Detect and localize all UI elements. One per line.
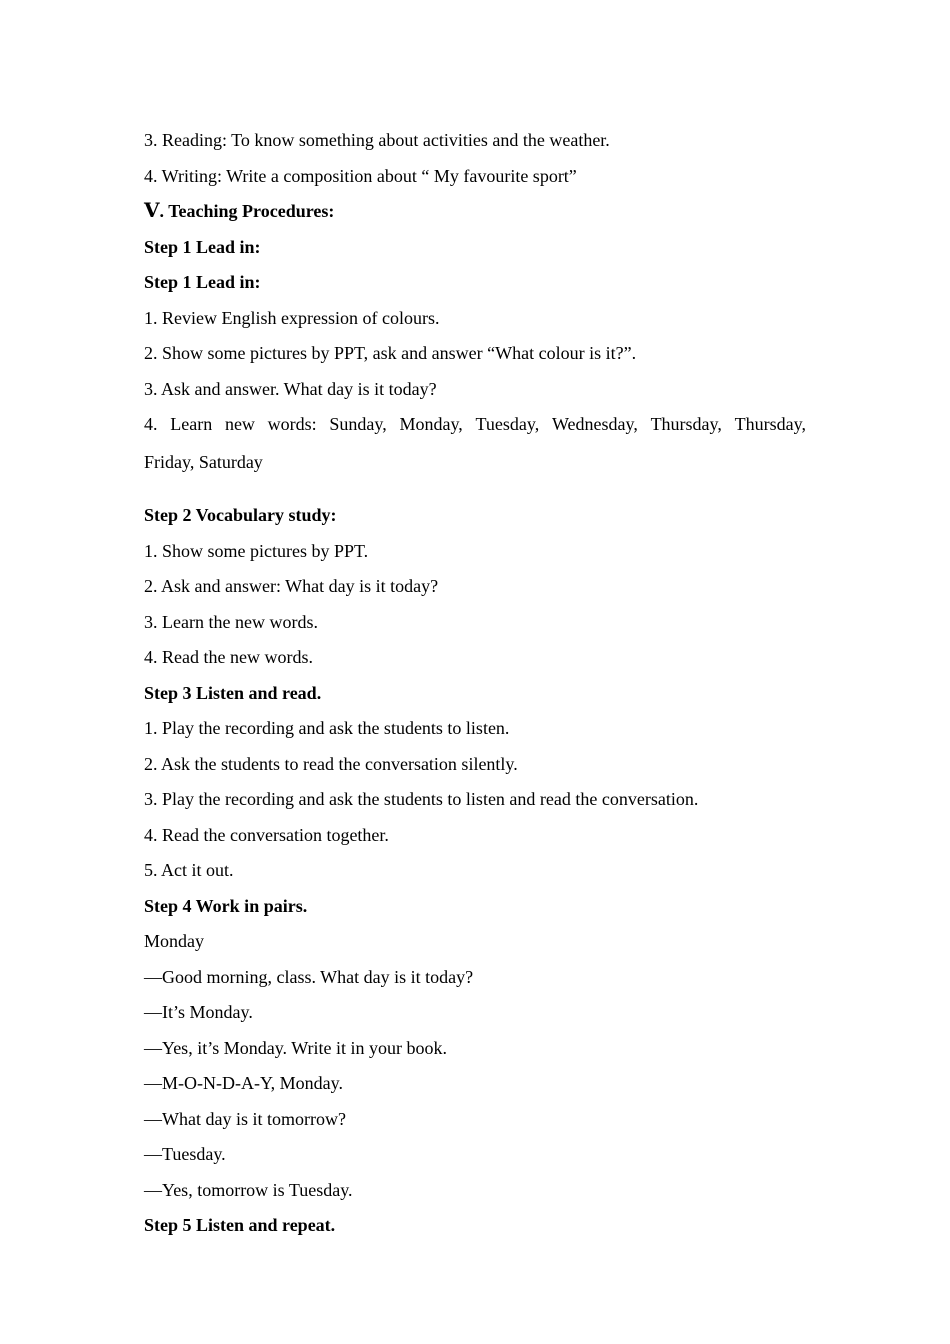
section-v-title: . Teaching Procedures:	[159, 201, 335, 221]
step2-heading: Step 2 Vocabulary study:	[144, 505, 337, 525]
step2-item-1: 1. Show some pictures by PPT.	[144, 540, 369, 561]
step3-item-1: 1. Play the recording and ask the students to listen.	[144, 718, 510, 738]
section-v-heading	[144, 194, 806, 230]
dialogue-line: —M-O-N-D-A-Y, Monday.	[144, 1073, 343, 1093]
step2-item-2: 2. Ask and answer: What day is it today?	[144, 576, 439, 596]
step3-item-5: 5. Act it out.	[144, 860, 234, 880]
dialogue-line: —Yes, tomorrow is Tuesday.	[144, 1179, 353, 1200]
word: Monday,	[399, 414, 463, 434]
writing-objective: 4. Writing: Write a composition about “ My favourite sport”	[144, 165, 577, 186]
step3-item-4: 4. Read the conversation together.	[144, 824, 389, 845]
dialogue-line: —Tuesday.	[144, 1144, 226, 1164]
word: Thursday,	[650, 414, 722, 434]
dialogue-line: —Yes, it’s Monday. Write it in your book.	[144, 1037, 447, 1058]
word: new	[224, 414, 255, 434]
dialogue-line: —What day is it tomorrow?	[144, 1108, 346, 1129]
word: Sunday,	[329, 414, 387, 434]
step1-heading: Step 1 Lead in:	[144, 236, 261, 257]
step3-item-2: 2. Ask the students to read the conversation silently.	[144, 753, 518, 774]
step4-day: Monday	[144, 931, 204, 951]
dialogue-line: —It’s Monday.	[144, 1002, 253, 1022]
word: Learn	[170, 414, 213, 434]
word: words:	[267, 414, 317, 434]
step2-item-4: 4. Read the new words.	[144, 647, 313, 667]
step1-item-2: 2. Show some pictures by PPT, ask and answer “What colour is it?”.	[144, 343, 637, 363]
word: Thursday,	[734, 414, 806, 434]
word: 4.	[144, 414, 158, 434]
step1-heading-repeat: Step 1 Lead in:	[144, 272, 261, 292]
step1-item-1: 1. Review English expression of colours.	[144, 307, 440, 328]
document-body	[144, 123, 806, 1244]
word: Wednesday,	[551, 414, 638, 434]
step1-item-3: 3. Ask and answer. What day is it today?	[144, 378, 437, 399]
step5-heading: Step 5 Listen and repeat.	[144, 1215, 336, 1235]
step1-item-4-continuation: Friday, Saturday	[144, 451, 263, 472]
step1-item-4	[144, 407, 806, 443]
section-v-numeral: Ⅴ	[144, 200, 160, 222]
reading-objective: 3. Reading: To know something about activities and the weather.	[144, 130, 610, 150]
step3-item-3: 3. Play the recording and ask the students to listen and read the conversation.	[144, 789, 699, 809]
step4-heading: Step 4 Work in pairs.	[144, 895, 308, 916]
dialogue-line: —Good morning, class. What day is it today?	[144, 966, 474, 987]
step3-heading: Step 3 Listen and read.	[144, 682, 322, 703]
step2-item-3: 3. Learn the new words.	[144, 611, 318, 632]
word: Tuesday,	[475, 414, 540, 434]
